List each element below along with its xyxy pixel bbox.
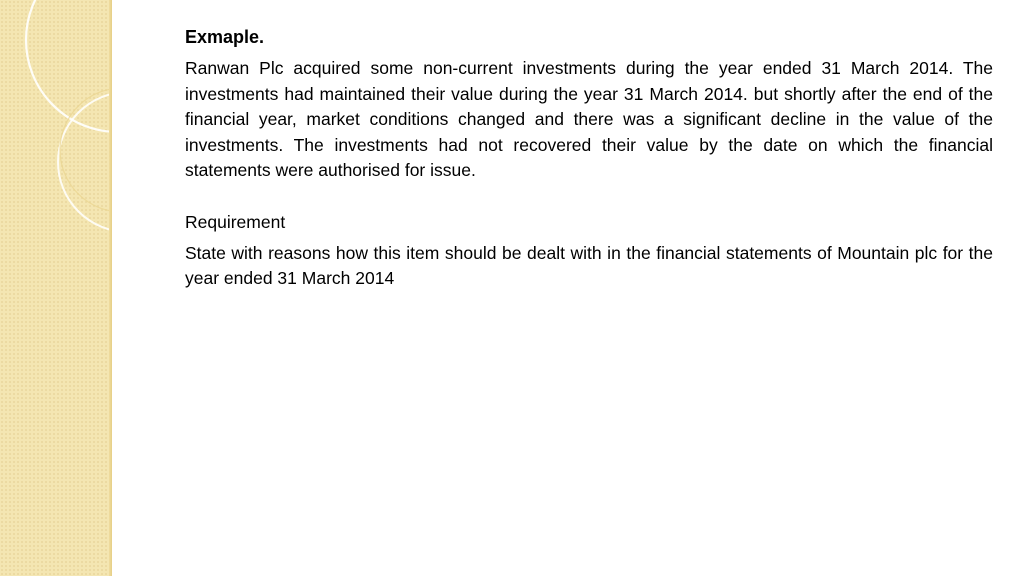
- requirement-heading: Requirement: [185, 211, 286, 232]
- decorative-side-panel: [0, 0, 112, 576]
- decorative-ring-large: [26, 0, 112, 132]
- slide-content: [185, 24, 993, 292]
- slide-title: Exmaple.: [185, 27, 265, 47]
- example-paragraph: Ranwan Plc acquired some non-current investments during the year ended 31 March 2014. The investments had maintained their value during the year 31 March 2014. but shortly after the end of the financial year, market conditions changed and there was a significant decline in the value of the investments. The investments had not recovered their value by the date on which the financial statements were authorised for issue.: [185, 58, 993, 180]
- decorative-ring-medium: [58, 92, 112, 232]
- decorative-rings: [0, 0, 112, 576]
- requirement-text: State with reasons how this item should be dealt with in the financial statements of Mountain plc for the year ended 31 March 2014: [185, 242, 993, 288]
